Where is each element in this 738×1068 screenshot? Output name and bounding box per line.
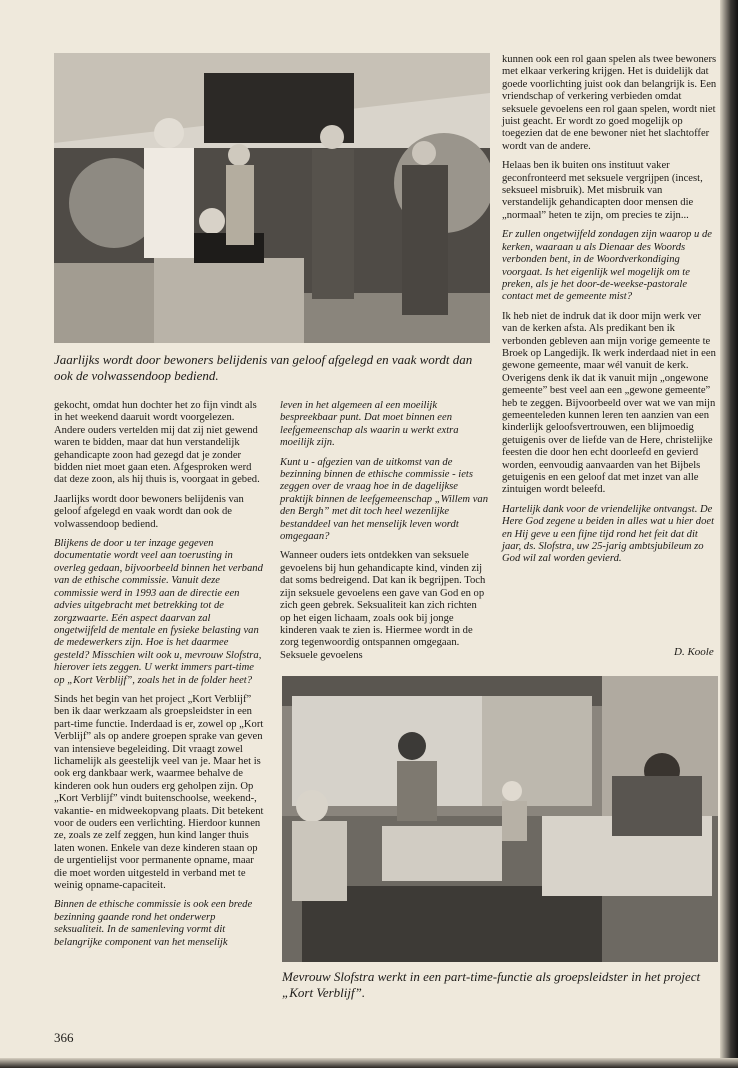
paragraph: kunnen ook een rol gaan spelen als twee bewoners met elkaar verkering krijgen. Het is duidelijk dat goede voorlichting juist ook dan belangrijk is. Een vriendschap of verkering verbieden omdat seksuele gevoelens een rol gaan spelen, wordt niet juist geacht. Er wordt zo goed mogelijk op toegezien dat de ene bewoner niet het slachtoffer wordt van de andere. xyxy=(502,54,717,152)
column-right-top xyxy=(502,54,718,573)
paragraph: gekocht, omdat hun dochter het zo fijn vindt als in het weekend daaruit wordt voorgelezen. Andere ouders vertelden mij dat zij niet gewend waren te bidden, maar dat hun verstandelijk gehandicapte zoon had gezegd dat je zonder bidden niet moet gaan eten. Afgesproken werd dat deze zoon, als hij thuis is, voorgaat in gebed. xyxy=(54,400,260,486)
living-room-photo xyxy=(282,676,718,962)
paragraph: Ik heb niet de indruk dat ik door mijn werk ver van de kerken afsta. Als predikant ben ik verbonden gebleven aan mijn vorige gemeente te Broek op Langedijk. Ik werk inderdaad niet in een gewone gemeente, maar wél vanuit de kerk. Overigens denk ik dat ik vanuit mijn „ongewone gemeente” best veel aan een „gewone gemeente” heb te zeggen. Bijvoorbeeld over wat we van mijn gemeenteleden kunnen leren ten aanzien van een kinderlijk geloofsvertrouwen, een blijmoedig getuigenis over de liefde van de Here, christelijke feesten die door hen echt doorleefd en gevierd worden, eenvoudig aanvaarden van het Bijbels getuigenis en een geloof dat met inzet van alle zintuigen wordt beleefd. xyxy=(502,310,716,496)
paragraph: Jaarlijks wordt door bewoners belijdenis van geloof afgelegd en vaak wordt dan ook de volwassendoop bediend. xyxy=(54,493,244,530)
page-edge-shadow xyxy=(720,0,738,1068)
paragraph: Sinds het begin van het project „Kort Verblijf” ben ik daar werkzaam als groepsleidster in een part-time functie. Inderdaad is er, zowel op „Kort Verblijf” als op andere groepen sprake van geven van intensieve begeleiding. Dit vraagt zowel lichamelijk als geestelijk veel van je. Maar het is ook erg dankbaar werk, waarmee behalve de kinderen ook hun ouders erg geholpen zijn. Op „Kort Verblijf” vindt buitenschoolse, weekend-, vakantie- en midweekopvang plaats. Dit betekent voor de ouders een verlichting. Hierdoor kunnen ze, zoals ze zelf zeggen, hun kind langer thuis laten wonen. Enkele van deze kinderen staan op de urgentielijst voor permanente opname, maar die moet worden uitgesteld in verband met te weinig opname-capaciteit. xyxy=(54,693,264,892)
page-number: 366 xyxy=(54,1030,74,1045)
column-middle xyxy=(280,400,490,669)
interview-question: leven in het algemeen al een moeilijk bespreekbaar punt. Dat moet binnen een leefgemeenschap als waarin u werkt extra moeilijk zijn. xyxy=(280,400,459,449)
caption-top: Jaarlijks wordt door bewoners belijdenis van geloof afgelegd en vaak wordt dan ook de volwassendoop bediend. xyxy=(54,352,473,383)
author-signature: D. Koole xyxy=(674,646,714,658)
paragraph: Wanneer ouders iets ontdekken van seksuele gevoelens bij hun gehandicapte kind, vinden zij dat soms bedreigend. Dat kan ik begrijpen. Toch zijn seksuele gevoelens een gave van God en op zich geen gebrek. Seksualiteit kan zich richten op het eigen lichaam, zoals ook bij jonge kinderen vaak te zien is. Hiermee wordt in de zorg tegenwoordig ontspannen omgegaan. Seksuele gevoelens xyxy=(280,550,486,661)
column-left xyxy=(54,400,265,956)
ceremony-photo xyxy=(54,53,490,343)
interview-question: Kunt u - afgezien van de uitkomst van de bezinning binnen de ethische commissie - iets zeggen over de vraag hoe in de dagelijkse praktijk binnen de leefgemeenschap „Willem van den Bergh” met dit toch heel wezenlijke bestanddeel van het menselijk leven wordt omgegaan? xyxy=(280,456,488,543)
closing-remark: Hartelijk dank voor de vriendelijke ontvangst. De Here God zegene u beiden in alles wat u hier doet en Hij geve u een fijne tijd rond het feit dat dit jaar, ds. Slofstra, uw 25-jarig ambtsjubileum zo God wil zal worden gevierd. xyxy=(502,503,715,565)
caption-bottom: Mevrouw Slofstra werkt in een part-time-functie als groepsleidster in het project „Kort Verblijf”. xyxy=(282,969,701,1000)
page-bottom-edge xyxy=(0,1058,738,1068)
interview-question: Er zullen ongetwijfeld zondagen zijn waarop u de kerken, waaraan u als Dienaar des Woords verbonden bent, in de Woordverkondiging voorgaat. Is het eigenlijk wel mogelijk om te preken, als je het door-de-weekse-pastorale contact met de gemeente mist? xyxy=(502,229,713,303)
interview-question: Blijkens de door u ter inzage gegeven documentatie wordt veel aan toerusting in overleg gedaan, bijvoorbeeld binnen het verband van de ethische commissie. Vanuit deze commissie werd in 1993 aan de directie een advies uitgebracht met betrekking tot de zorgzwaarte. Eén aspect daarvan zal ongetwijfeld de mentale en fysieke belasting van de medewerkers zijn. Hoe is het daarmee gesteld? Misschien wilt ook u, mevrouw Slofstra, hierover iets zeggen. U werkt immers part-time op „Kort Verblijf”, zoals het in de folder heet? xyxy=(54,538,263,686)
paragraph: Helaas ben ik buiten ons instituut vaker geconfronteerd met seksuele vergrijpen (incest, seksueel misbruik). Met misbruik van verstandelijk gehandicapten door mensen die „normaal” heten te zijn, om precies te zijn... xyxy=(502,160,703,221)
interview-question: Binnen de ethische commissie is ook een brede bezinning gaande rond het onderwerp seksualiteit. In de samenleving vormt dit belangrijke component van het menselijk xyxy=(54,899,253,948)
